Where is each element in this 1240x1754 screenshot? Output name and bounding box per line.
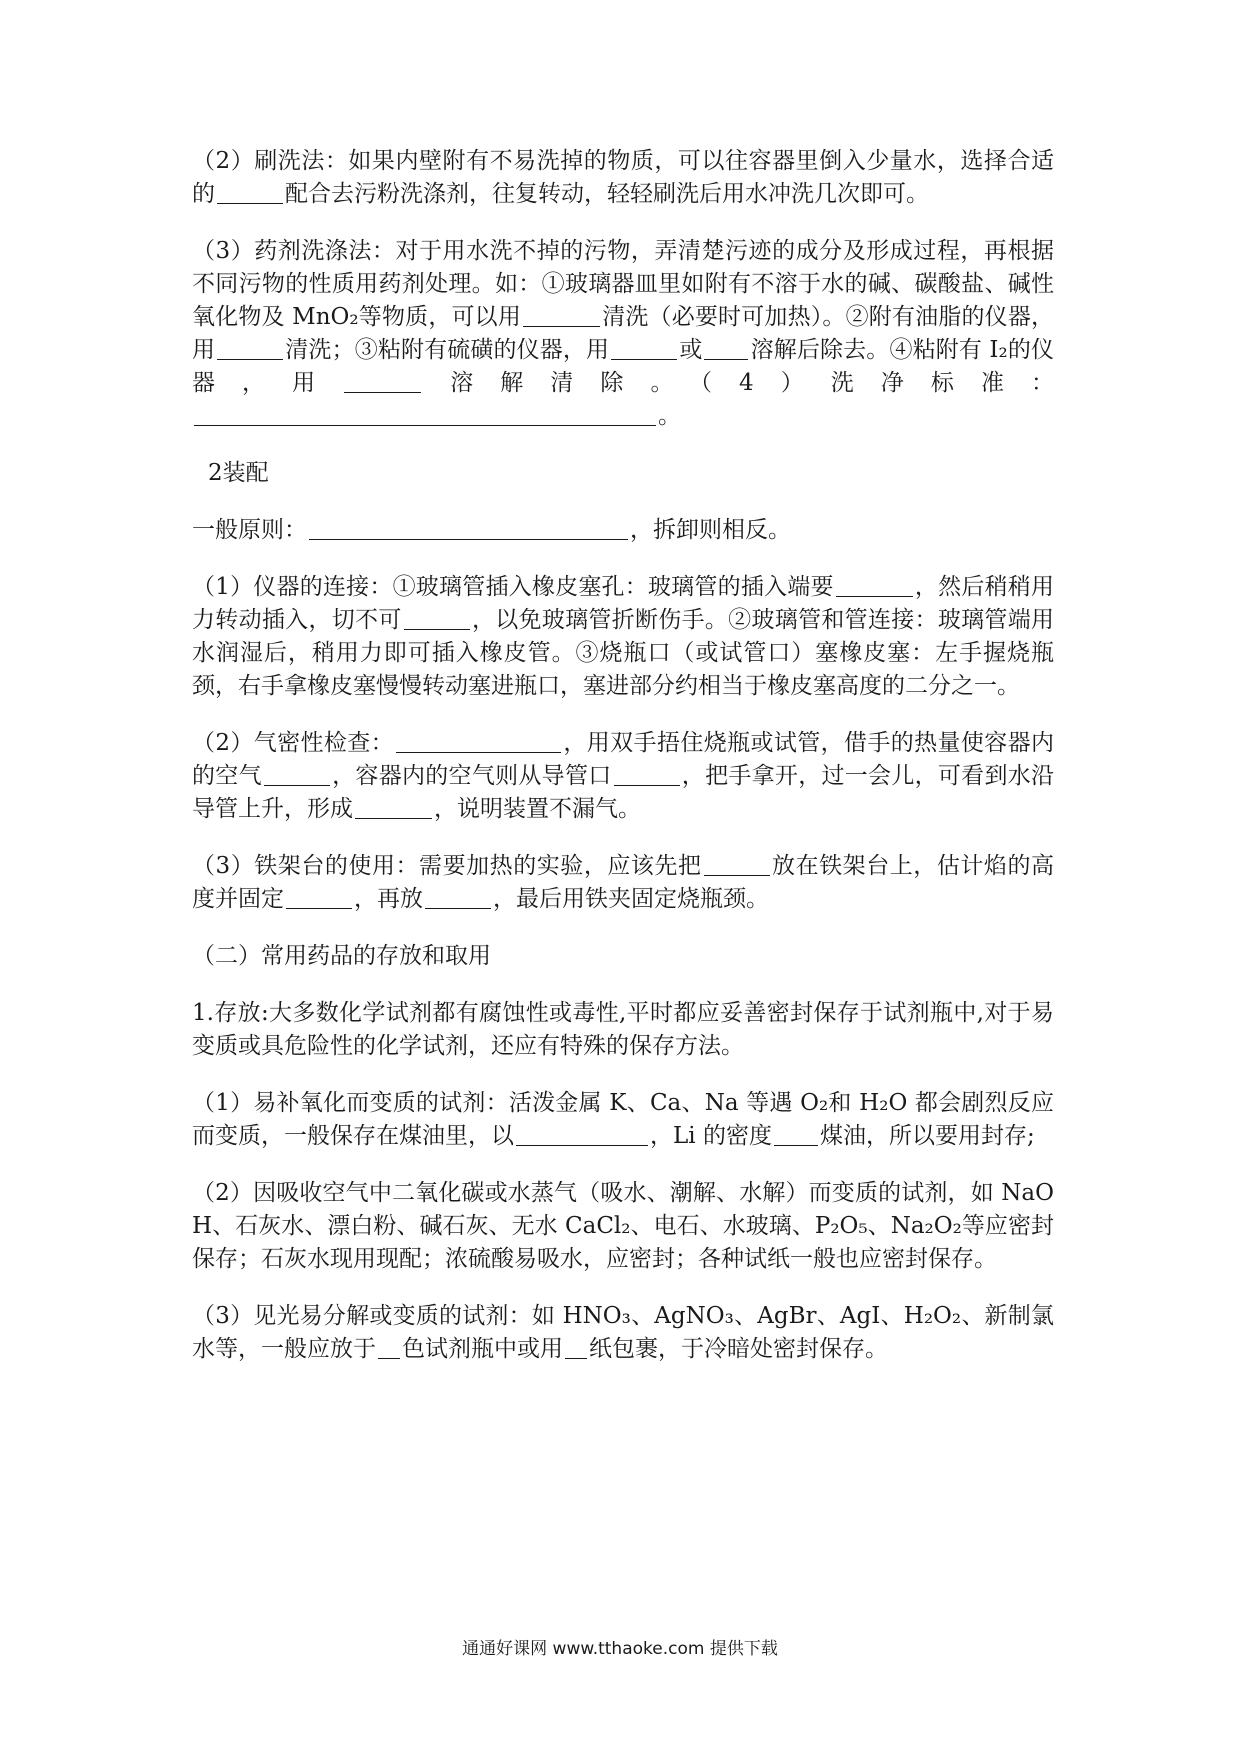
text-run: （3）见光易分解或变质的试剂：如 HNO₃、AgNO₃、AgBr、AgI、H₂O₂、新制氯水等，一般应放于 xyxy=(192,1303,1054,1362)
section-heading-assembly xyxy=(208,457,1054,490)
paragraph-connection xyxy=(192,571,1054,703)
text-run: （1）易补氧化而变质的试剂：活泼金属 K、Ca、Na 等遇 O₂和 H₂O 都会剧烈反应而变质，一般保存在煤油里，以 xyxy=(192,1090,1054,1149)
fill-in-blank xyxy=(309,517,628,540)
text-run: 。 xyxy=(658,403,681,429)
paragraph-light-sensitive-reagents xyxy=(192,1300,1054,1366)
paragraph-oxidizable-reagents xyxy=(192,1087,1054,1153)
text-run: ，然后稍稍用力转动插入，切不可 xyxy=(192,574,1055,633)
fill-in-blank xyxy=(378,1336,400,1359)
text-run: （3）铁架台的使用：需要加热的实验，应该先把 xyxy=(192,853,702,879)
fill-in-blank xyxy=(704,853,770,876)
paragraph-iron-stand xyxy=(192,850,1054,916)
paragraph-reagent-wash xyxy=(192,235,1054,433)
fill-in-blank xyxy=(286,886,352,909)
text-run: 一般原则： xyxy=(192,517,307,543)
fill-in-blank xyxy=(611,337,677,360)
text-run: （2）因吸收空气中二氧化碳或水蒸气（吸水、潮解、水解）而变质的试剂，如 NaOH、石灰水、漂白粉、碱石灰、无水 CaCl₂、电石、水玻璃、P₂O₅、Na₂O₂等应密封保存；石灰水现用现配；浓硫酸易吸水，应密封；各种试纸一般也应密封保存。 xyxy=(192,1180,1054,1272)
fill-in-blank xyxy=(836,574,913,597)
text-run: ，拆卸则相反。 xyxy=(630,517,791,543)
fill-in-blank xyxy=(523,304,600,327)
fill-in-blank xyxy=(404,607,470,630)
fill-in-blank xyxy=(614,763,680,786)
paragraph-general-principle xyxy=(192,514,1054,547)
text-run: 配合去污粉洗涤剂，往复转动，轻轻刷洗后用水冲洗几次即可。 xyxy=(285,181,929,207)
fill-in-blank xyxy=(264,763,330,786)
fill-in-blank xyxy=(425,886,491,909)
text-run: 1.存放:大多数化学试剂都有腐蚀性或毒性,平时都应妥善密封保存于试剂瓶中,对于易变质或具危险性的化学试剂，还应有特殊的保存方法。 xyxy=(192,1000,1054,1059)
text-run: ，用双手捂住烧瓶或试管，借手的热量使容器内的空气 xyxy=(192,730,1054,789)
text-run: 放在铁架台上，估计焰的高度并固定 xyxy=(192,853,1054,912)
text-run: ，Li 的密度 xyxy=(650,1123,772,1149)
text-run: （1）仪器的连接：①玻璃管插入橡皮塞孔：玻璃管的插入端要 xyxy=(192,574,834,600)
fill-in-blank xyxy=(355,796,432,819)
text-run: 溶解清除。（4）洗净标准： xyxy=(423,370,1055,396)
text-run: 色试剂瓶中或用 xyxy=(402,1336,563,1362)
text-run: （2）气密性检查： xyxy=(192,730,395,756)
fill-in-blank xyxy=(565,1336,587,1359)
text-run: （3）药剂洗涤法：对于用水洗不掉的污物，弄清楚污迹的成分及形成过程，再根据不同污物的性质用药剂处理。如：①玻璃器皿里如附有不溶于水的碱、碳酸盐、碱性氧化物及 MnO₂等物质，可以用 xyxy=(192,238,1054,330)
fill-in-blank xyxy=(774,1123,818,1146)
fill-in-blank xyxy=(516,1123,648,1146)
fill-in-blank xyxy=(194,403,656,426)
text-run: （二）常用药品的存放和取用 xyxy=(192,943,491,969)
paragraph-absorbing-reagents xyxy=(192,1177,1054,1276)
text-run: 煤油，所以要用封存; xyxy=(819,1123,1035,1149)
text-run: 或 xyxy=(679,337,703,363)
text-run: 清洗；③粘附有硫磺的仪器，用 xyxy=(285,337,610,363)
text-run: （2）刷洗法：如果内壁附有不易洗掉的物质，可以往容器里倒入少量水，选择合适的 xyxy=(192,148,1054,207)
text-run: 溶解后除去。④粘附有 I₂的仪器，用 xyxy=(192,337,1055,396)
fill-in-blank xyxy=(704,337,748,360)
paragraph-storage-intro xyxy=(192,997,1054,1063)
text-run: 清洗（必要时可加热）。②附有油脂的仪器，用 xyxy=(192,304,1054,363)
paragraph-airtight-check xyxy=(192,727,1054,826)
footer-credit: 通通好课网 www.tthaoke.com 提供下载 xyxy=(462,1639,778,1659)
text-run: ，再放 xyxy=(354,886,423,912)
fill-in-blank xyxy=(217,181,283,204)
paragraph-brush-wash xyxy=(192,145,1054,211)
document-body xyxy=(192,145,1054,1390)
text-run: ，说明装置不漏气。 xyxy=(434,796,641,822)
text-run: 2装配 xyxy=(208,460,269,486)
text-run: 纸包裹，于冷暗处密封保存。 xyxy=(589,1336,888,1362)
text-run: ，以免玻璃管折断伤手。②玻璃管和管连接：玻璃管端用水润湿后，稍用力即可插入橡皮管。③烧瓶口（或试管口）塞橡皮塞：左手握烧瓶颈，右手拿橡皮塞慢慢转动塞进瓶口，塞进部分约相当于橡皮塞高度的二分之一。 xyxy=(192,607,1055,699)
section-heading-storage xyxy=(192,940,1054,973)
text-run: ，把手拿开，过一会儿，可看到水沿导管上升，形成 xyxy=(192,763,1054,822)
fill-in-blank xyxy=(396,730,561,753)
fill-in-blank xyxy=(344,370,421,393)
text-run: ，最后用铁夹固定烧瓶颈。 xyxy=(493,886,769,912)
text-run: ，容器内的空气则从导管口 xyxy=(331,763,612,789)
fill-in-blank xyxy=(217,337,283,360)
